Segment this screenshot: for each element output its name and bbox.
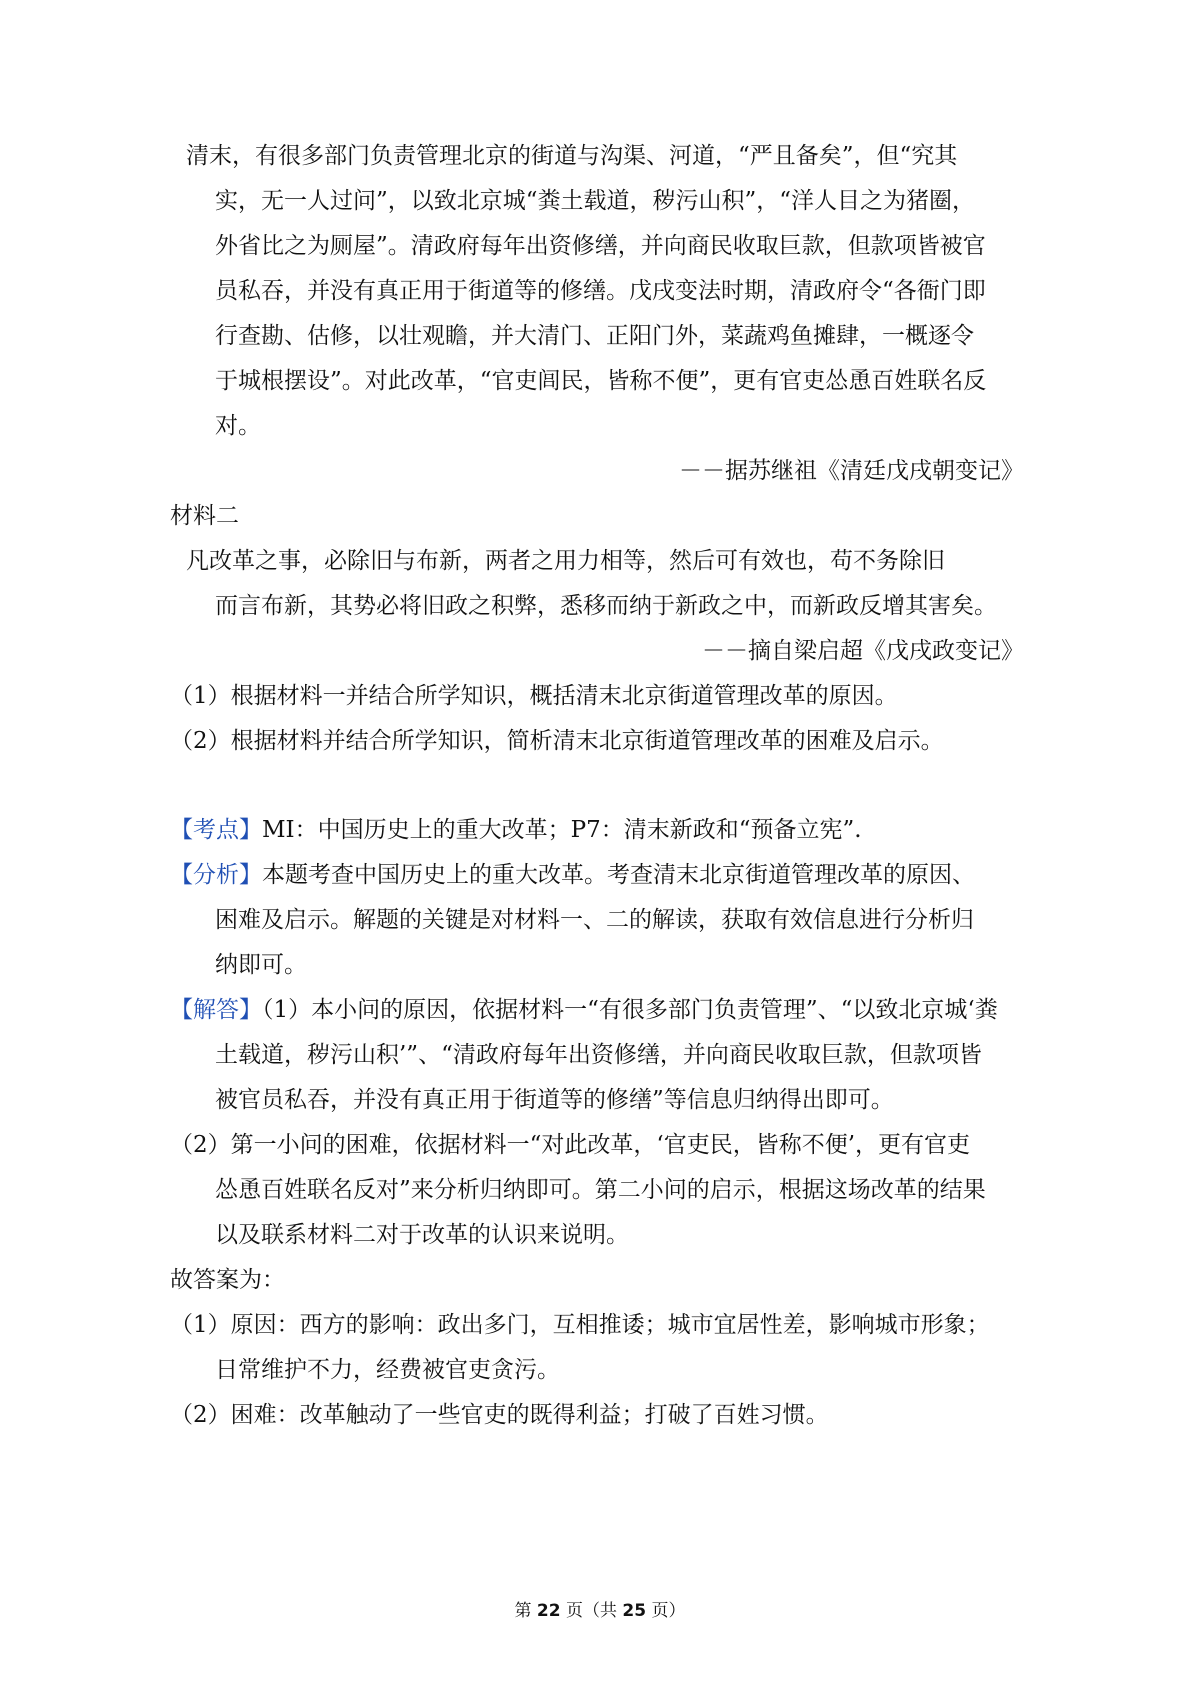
kaodian-tag: 【考点】 [170, 817, 262, 843]
jieda-line: 土载道，秽污山积’”、“清政府每年出资修缮，并向商民收取巨款，但款项皆 [215, 1042, 982, 1068]
material2-line: 凡改革之事，必除旧与布新，两者之用力相等，然后可有效也，苟不务除旧 [186, 548, 945, 574]
answer-heading: 故答案为： [170, 1267, 285, 1293]
fenxi-line: 纳即可。 [215, 952, 307, 978]
material2-source: －－摘自梁启超《戊戌政变记》 [702, 638, 1024, 664]
material2-line: 而言布新，其势必将旧政之积弊，悉移而纳于新政之中，而新政反增其害矣。 [215, 593, 997, 619]
page-number: 22 [536, 1601, 561, 1621]
jieda-line: 被官员私吞，并没有真正用于街道等的修缮”等信息归纳得出即可。 [215, 1087, 894, 1113]
material1-line: 清末，有很多部门负责管理北京的街道与沟渠、河道，“严且备矣”，但“究其 [186, 143, 958, 169]
answer-2: （2）困难：改革触动了一些官吏的既得利益；打破了百姓习惯。 [170, 1402, 829, 1428]
footer-mid: 页（共 [566, 1601, 617, 1621]
fenxi-tag: 【分析】 [170, 862, 262, 888]
answer-1: （1）原因：西方的影响：政出多门，互相推诿；城市宜居性差，影响城市形象； [170, 1312, 990, 1338]
kaodian-row [170, 815, 862, 845]
footer-suffix: 页） [651, 1601, 686, 1621]
material2-heading: 材料二 [170, 503, 239, 529]
footer-prefix: 第 [514, 1601, 532, 1621]
material1-line: 外省比之为厕屋”。清政府每年出资修缮，并向商民收取巨款，但款项皆被官 [215, 233, 986, 259]
material1-line: 于城根摆设”。对此改革，“官吏闾民，皆称不便”，更有官吏怂恿百姓联名反 [215, 368, 987, 394]
material1-source: －－据苏继祖《清廷戊戌朝变记》 [679, 458, 1024, 484]
jieda-line: 怂恿百姓联名反对”来分析归纳即可。第二小问的启示，根据这场改革的结果 [215, 1177, 986, 1203]
jieda-text: （1）本小问的原因，依据材料一“有很多部门负责管理”、“以致北京城‘粪 [262, 997, 998, 1023]
material1-line: 员私吞，并没有真正用于街道等的修缮。戊戌变法时期，清政府令“各衙门即 [215, 278, 986, 304]
fenxi-row [170, 860, 975, 890]
question-1: （1）根据材料一并结合所学知识，概括清末北京街道管理改革的原因。 [170, 683, 898, 709]
jieda-row [170, 995, 998, 1025]
fenxi-text: 本题考查中国历史上的重大改革。考查清末北京街道管理改革的原因、 [262, 862, 975, 888]
page-total: 25 [622, 1601, 647, 1621]
page-footer [0, 1600, 1200, 1622]
answer-1-cont: 日常维护不力，经费被官吏贪污。 [215, 1357, 560, 1383]
material1-line: 实，无一人过问”，以致北京城“粪土载道，秽污山积”，“洋人目之为猪圈， [215, 188, 976, 214]
jieda-tag: 【解答】 [170, 997, 262, 1023]
jieda-line: 以及联系材料二对于改革的认识来说明。 [215, 1222, 629, 1248]
question-2: （2）根据材料并结合所学知识，简析清末北京街道管理改革的困难及启示。 [170, 728, 944, 754]
material1-line: 对。 [215, 413, 261, 439]
jieda-part2: （2）第一小问的困难，依据材料一“对此改革，‘官吏民，皆称不便’，更有官吏 [170, 1132, 971, 1158]
fenxi-line: 困难及启示。解题的关键是对材料一、二的解读，获取有效信息进行分析归 [215, 907, 974, 933]
material1-line: 行查勘、估修，以壮观瞻，并大清门、正阳门外，菜蔬鸡鱼摊肆，一概逐令 [215, 323, 974, 349]
kaodian-text: MI：中国历史上的重大改革；P7：清末新政和“预备立宪”. [262, 817, 862, 843]
